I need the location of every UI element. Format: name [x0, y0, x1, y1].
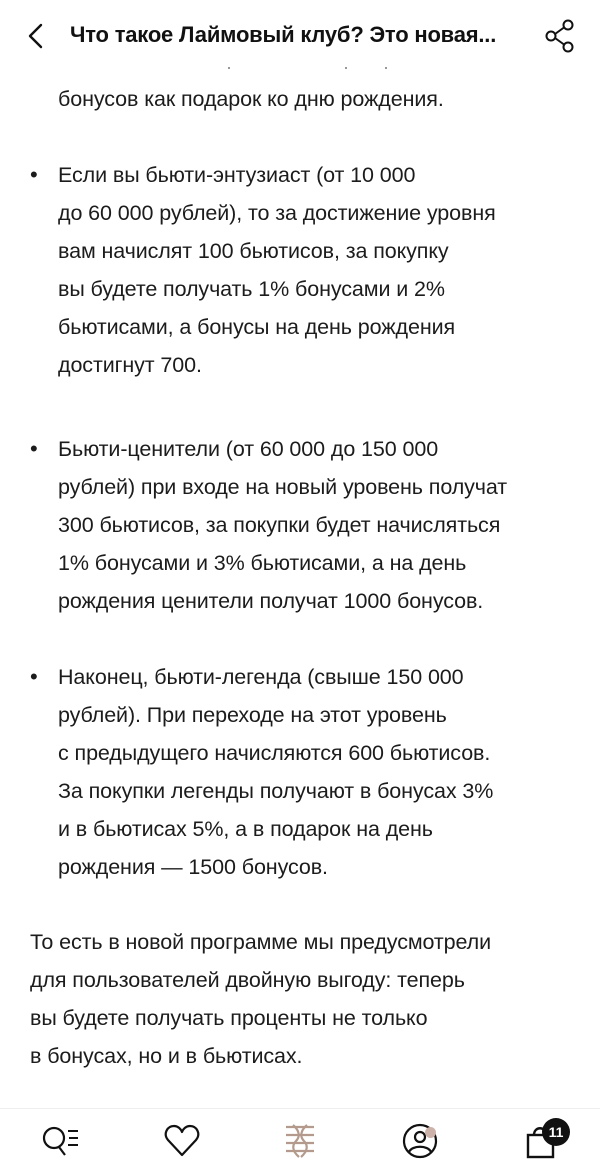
text-line: с предыдущего начисляются 600 бьютисов.	[58, 741, 491, 765]
text-line: вам начислят 100 бьютисов, за покупку	[58, 239, 449, 263]
text-line: в бонусах, но и в бьютисах.	[30, 1044, 303, 1068]
text-line: бьютисами, а бонусы на день рождения	[58, 315, 456, 339]
text-line: То есть в новой программе мы предусмотрели	[30, 930, 492, 954]
chevron-left-icon	[22, 20, 52, 52]
text-line: рождения ценители получат 1000 бонусов.	[58, 589, 484, 613]
cart-count-badge: 11	[542, 1118, 570, 1146]
profile-notification-dot	[425, 1127, 436, 1138]
text-line: Если вы бьюти-энтузиаст (от 10 000	[58, 163, 416, 187]
bullet-marker: •	[30, 162, 38, 187]
text-line: 300 бьютисов, за покупки будет начисляться	[58, 513, 501, 537]
text-line: вы будете получать проценты не только	[30, 1006, 428, 1030]
intro-fragment: бонусов как подарок ко дню рождения.	[58, 87, 444, 111]
share-button[interactable]	[544, 18, 578, 54]
cropped-text-remnant	[0, 64, 600, 70]
nav-favorites[interactable]	[162, 1121, 202, 1161]
text-line: 1% бонусами и 3% бьютисами, а на день	[58, 551, 467, 575]
bullet-marker: •	[30, 664, 38, 689]
text-line: рублей). При переходе на этот уровень	[58, 703, 447, 727]
search-menu-icon	[40, 1121, 84, 1161]
profile-icon	[400, 1121, 440, 1161]
share-icon	[544, 18, 578, 54]
nav-home[interactable]	[282, 1121, 322, 1161]
text-line: За покупки легенды получают в бонусах 3%	[58, 779, 494, 803]
text-line: до 60 000 рублей), то за достижение уровня	[58, 201, 496, 225]
bullet-marker: •	[30, 436, 38, 461]
heart-icon	[162, 1121, 202, 1161]
text-line: рублей) при входе на новый уровень получат	[58, 475, 508, 499]
text-line: для пользователей двойную выгоду: теперь	[30, 968, 465, 992]
text-line: рождения — 1500 бонусов.	[58, 855, 328, 879]
text-line: и в бьютисах 5%, а в подарок на день	[58, 817, 433, 841]
top-bar	[0, 0, 600, 72]
text-line: достигнут 700.	[58, 353, 202, 377]
nav-profile[interactable]	[400, 1121, 440, 1161]
text-line: Бьюти-ценители (от 60 000 до 150 000	[58, 437, 439, 461]
bottom-navigation	[0, 1108, 600, 1167]
page-title: Что такое Лаймовый клуб? Это новая...	[70, 22, 497, 47]
text-line: Наконец, бьюти-легенда (свыше 150 000	[58, 665, 464, 689]
back-button[interactable]	[22, 20, 52, 52]
text-line: вы будете получать 1% бонусами и 2%	[58, 277, 445, 301]
nav-catalog-search[interactable]	[40, 1121, 80, 1161]
brand-logo-icon	[282, 1121, 318, 1161]
closing-paragraph	[30, 923, 491, 1075]
